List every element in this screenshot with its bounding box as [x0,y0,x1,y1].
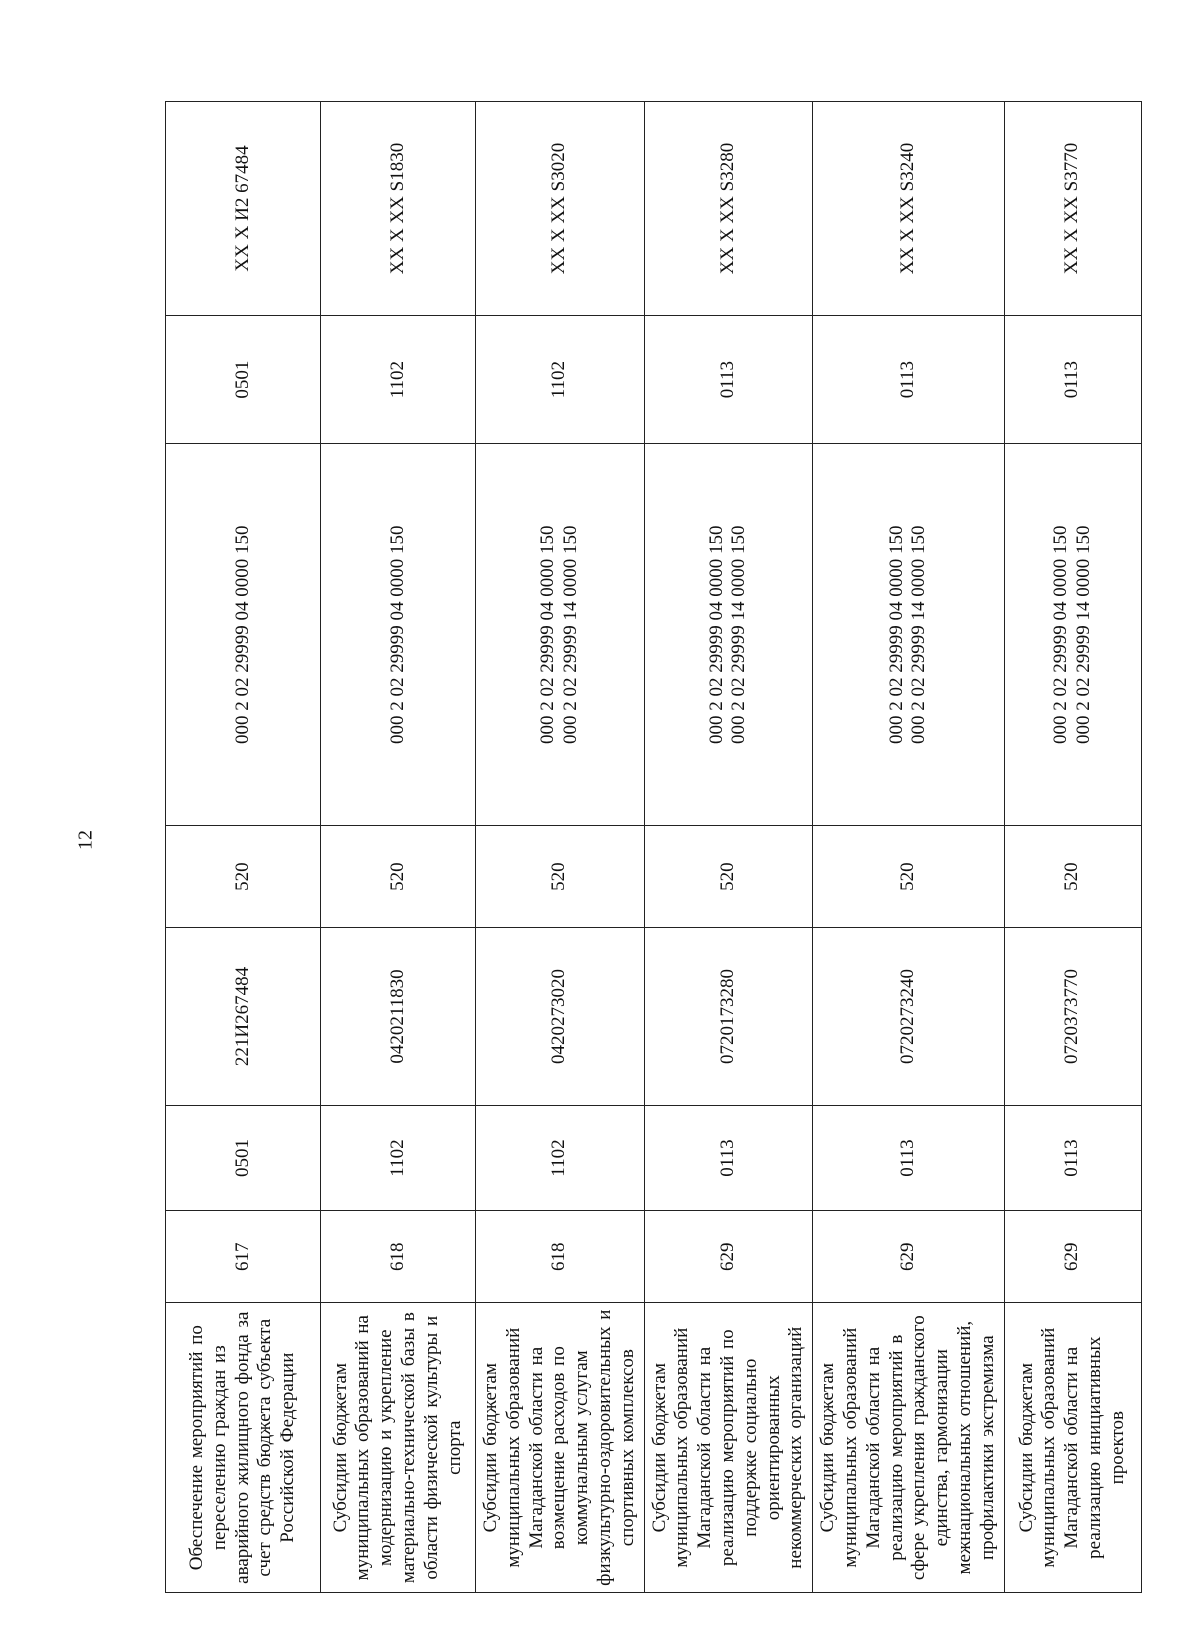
section-code-cell: 0113 [644,1105,813,1210]
grbs-code-cell: 618 [476,1211,645,1303]
grbs-code-cell: 618 [321,1211,476,1303]
section-code-cell: 0113 [1004,1105,1141,1210]
expense-type-cell: 520 [813,826,1004,928]
row-name-cell: Субсидии бюджетам муниципальных образований Магаданской области на реализацию инициативных проектов [1004,1303,1141,1593]
local-section-cell: 1102 [476,315,645,443]
local-section-cell: 1102 [321,315,476,443]
target-code-cell: 0720173280 [644,928,813,1106]
local-code-cell: XX X XX S3240 [813,102,1004,316]
row-name-cell: Субсидии бюджетам муниципальных образований Магаданской области на возмещение расходов по коммунальным услугам физкультурно-оздоровительных и спортивных комплексов [476,1303,645,1593]
expense-type-cell: 520 [644,826,813,928]
local-section-cell: 0113 [1004,315,1141,443]
section-code-cell: 1102 [476,1105,645,1210]
income-codes-cell [1004,444,1141,826]
local-section-cell: 0501 [166,315,321,443]
table-row [321,102,476,1593]
target-code-cell: 0720273240 [813,928,1004,1106]
row-name-cell: Субсидии бюджетам муниципальных образований Магаданской области на реализацию мероприятий в сфере укрепления гражданского единства, гармонизации межнациональных отношений, профилактики экстремизма [813,1303,1004,1593]
income-code-line: 000 2 02 29999 04 0000 150 [386,525,408,744]
expense-type-cell: 520 [476,826,645,928]
expense-type-cell: 520 [166,826,321,928]
income-code-line: 000 2 02 29999 04 0000 150 [1049,525,1071,744]
table-row [476,102,645,1593]
local-code-cell: XX X XX S3020 [476,102,645,316]
page-number: 12 [74,830,97,850]
section-code-cell: 0113 [813,1105,1004,1210]
income-code-line: 000 2 02 29999 04 0000 150 [705,525,727,744]
income-code-line: 000 2 02 29999 04 0000 150 [536,525,558,744]
target-code-cell: 0720373770 [1004,928,1141,1106]
income-code-line: 000 2 02 29999 04 0000 150 [885,525,907,744]
income-code-line: 000 2 02 29999 04 0000 150 [231,525,253,744]
target-code-cell: 0420211830 [321,928,476,1106]
grbs-code-cell: 617 [166,1211,321,1303]
local-code-cell: XX X XX S1830 [321,102,476,316]
target-code-cell: 221И267484 [166,928,321,1106]
grbs-code-cell: 629 [644,1211,813,1303]
row-name-cell: Субсидии бюджетам муниципальных образований на модернизацию и укрепление материально-технической базы в области физической культуры и спорта [321,1303,476,1593]
table-row [1004,102,1141,1593]
local-code-cell: XX X И2 67484 [166,102,321,316]
table-row [644,102,813,1593]
income-codes-cell [813,444,1004,826]
local-code-cell: XX X XX S3280 [644,102,813,316]
section-code-cell: 0501 [166,1105,321,1210]
table-row [166,102,321,1593]
income-codes-cell [644,444,813,826]
income-codes-cell [321,444,476,826]
row-name-cell: Обеспечение мероприятий по переселению граждан из аварийного жилищного фонда за счет средств бюджета субъекта Российской Федерации [166,1303,321,1593]
row-name-cell: Субсидии бюджетам муниципальных образований Магаданской области на реализацию мероприятий по поддержке социально ориентированных некоммерческих организаций [644,1303,813,1593]
income-codes-cell [166,444,321,826]
section-code-cell: 1102 [321,1105,476,1210]
income-code-line: 000 2 02 29999 14 0000 150 [559,525,581,744]
grbs-code-cell: 629 [1004,1211,1141,1303]
income-code-line: 000 2 02 29999 14 0000 150 [908,525,930,744]
target-code-cell: 0420273020 [476,928,645,1106]
table-body [166,102,1142,1593]
income-code-line: 000 2 02 29999 14 0000 150 [728,525,750,744]
local-code-cell: XX X XX S3770 [1004,102,1141,316]
local-section-cell: 0113 [813,315,1004,443]
expense-type-cell: 520 [321,826,476,928]
income-code-line: 000 2 02 29999 14 0000 150 [1072,525,1094,744]
income-codes-cell [476,444,645,826]
grbs-code-cell: 629 [813,1211,1004,1303]
table-row [813,102,1004,1593]
local-section-cell: 0113 [644,315,813,443]
expense-type-cell: 520 [1004,826,1141,928]
budget-codes-table [165,101,1142,1593]
rotated-table-wrapper [165,101,1128,1593]
